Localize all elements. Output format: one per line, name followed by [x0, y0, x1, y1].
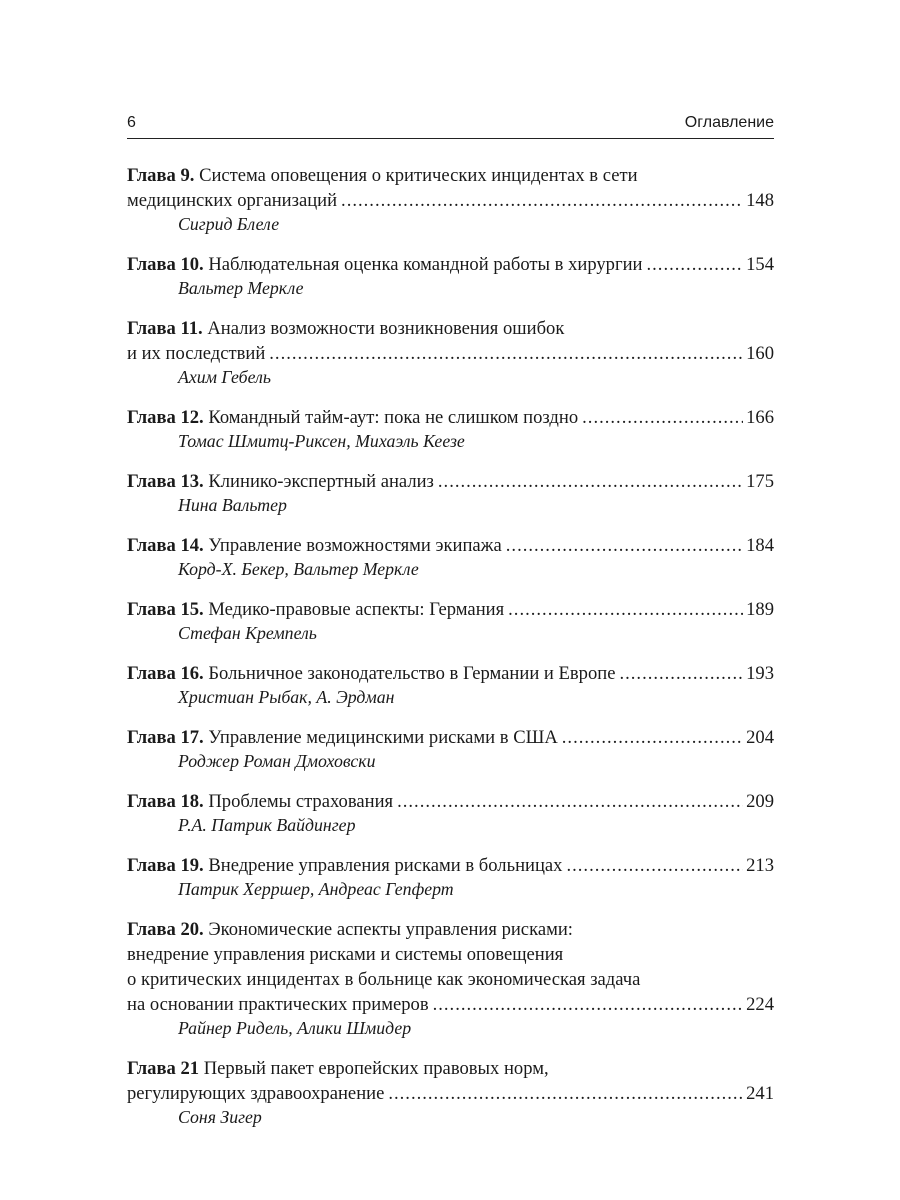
toc-entry-text: [127, 969, 640, 990]
toc-entry-line: [127, 188, 774, 213]
toc-entry-line: [127, 661, 774, 686]
toc-entry-text: [127, 992, 429, 1017]
chapter-label: Глава 9.: [127, 165, 195, 186]
chapter-title-line: Командный тайм-аут: пока не слишком поздно: [208, 407, 579, 428]
chapter-label: Глава 19.: [127, 855, 204, 876]
chapter-title-line: Больничное законодательство в Германии и Европе: [208, 663, 616, 684]
dot-leader: [508, 597, 743, 622]
running-header: [127, 114, 774, 132]
chapter-author: Томас Шмитц-Риксен, Михаэль Кеезе: [178, 431, 465, 451]
chapter-title-line: Внедрение управления рисками в больницах: [208, 855, 563, 876]
toc-entry-line: [127, 992, 774, 1017]
toc-entry-text: [127, 919, 573, 940]
chapter-page-number: 189: [746, 599, 774, 620]
chapter-title-line: Наблюдательная оценка командной работы в хирургии: [208, 254, 643, 275]
dot-leader: [341, 188, 743, 213]
toc-entry-text: [127, 165, 638, 186]
toc-entry-text: [127, 533, 502, 558]
chapter-title-line: на основании практических примеров: [127, 994, 429, 1015]
chapter-title-line: о критических инцидентах в больнице как экономическая задача: [127, 969, 641, 990]
chapter-title-line: Экономические аспекты управления рисками:: [208, 919, 573, 940]
toc-entry-text: [127, 341, 265, 366]
toc-entry-text: [127, 1081, 384, 1106]
toc-entry: [127, 725, 774, 773]
toc-entry-line: [127, 789, 774, 814]
dot-leader: [506, 533, 743, 558]
chapter-page-number: 209: [746, 791, 774, 812]
dot-leader: [566, 853, 743, 878]
toc-entry: [127, 252, 774, 300]
toc-entry-line: [127, 316, 774, 341]
header-rule: [127, 138, 774, 139]
toc-entry-text: [127, 188, 337, 213]
toc-entry: [127, 789, 774, 837]
chapter-title-line: регулирующих здравоохранение: [127, 1083, 385, 1104]
table-of-contents: [127, 163, 774, 1145]
toc-entry-line: [127, 917, 774, 942]
dot-leader: [562, 725, 743, 750]
section-title: Оглавление: [684, 114, 774, 131]
toc-entry-line: [127, 942, 774, 967]
toc-entry: [127, 917, 774, 1040]
dot-leader: [269, 341, 743, 366]
toc-entry-text: [127, 318, 564, 339]
page-number: 6: [127, 114, 136, 131]
toc-entry-line: [127, 405, 774, 430]
dot-leader: [619, 661, 743, 686]
toc-entry-line: [127, 1056, 774, 1081]
chapter-label: Глава 15.: [127, 599, 204, 620]
dot-leader: [433, 992, 744, 1017]
chapter-label: Глава 10.: [127, 254, 204, 275]
toc-entry-line: [127, 163, 774, 188]
chapter-page-number: 160: [746, 343, 774, 364]
chapter-author: Сигрид Блеле: [178, 214, 280, 234]
chapter-title-line: Медико-правовые аспекты: Германия: [208, 599, 505, 620]
chapter-title-line: и их последствий: [127, 343, 266, 364]
chapter-page-number: 154: [746, 254, 774, 275]
toc-entry: [127, 1056, 774, 1129]
chapter-label: Глава 21: [127, 1058, 200, 1079]
toc-entry: [127, 597, 774, 645]
toc-entry-line: [127, 341, 774, 366]
toc-entry-text: [127, 661, 615, 686]
toc-entry-text: [127, 944, 563, 965]
chapter-author: Вальтер Меркле: [178, 278, 304, 298]
chapter-title-line: медицинских организаций: [127, 190, 338, 211]
toc-entry-line: [127, 469, 774, 494]
toc-entry: [127, 316, 774, 389]
dot-leader: [438, 469, 743, 494]
chapter-title-line: Проблемы страхования: [208, 791, 394, 812]
chapter-page-number: 213: [746, 855, 774, 876]
chapter-page-number: 166: [746, 407, 774, 428]
dot-leader: [582, 405, 743, 430]
chapter-label: Глава 13.: [127, 471, 204, 492]
toc-entry-text: [127, 252, 643, 277]
chapter-label: Глава 12.: [127, 407, 204, 428]
chapter-label: Глава 16.: [127, 663, 204, 684]
chapter-author: Христиан Рыбак, А. Эрдман: [178, 687, 395, 707]
chapter-label: Глава 17.: [127, 727, 204, 748]
toc-entry-text: [127, 853, 562, 878]
toc-entry: [127, 163, 774, 236]
chapter-label: Глава 18.: [127, 791, 204, 812]
toc-entry-text: [127, 725, 558, 750]
toc-entry-line: [127, 853, 774, 878]
dot-leader: [388, 1081, 743, 1106]
toc-entry-line: [127, 1081, 774, 1106]
toc-entry-text: [127, 597, 504, 622]
toc-entry-line: [127, 597, 774, 622]
chapter-title-line: Анализ возможности возникновения ошибок: [207, 318, 565, 339]
toc-entry-line: [127, 967, 774, 992]
chapter-page-number: 204: [746, 727, 774, 748]
toc-entry-line: [127, 533, 774, 558]
chapter-author: Р.А. Патрик Вайдингер: [178, 815, 356, 835]
chapter-author: Патрик Херршер, Андреас Гепферт: [178, 879, 454, 899]
toc-entry: [127, 853, 774, 901]
chapter-title-line: Первый пакет европейских правовых норм,: [203, 1058, 549, 1079]
chapter-author: Соня Зигер: [178, 1107, 262, 1127]
chapter-page-number: 184: [746, 535, 774, 556]
chapter-author: Нина Вальтер: [178, 495, 287, 515]
chapter-title-line: Система оповещения о критических инцидентах в сети: [199, 165, 638, 186]
chapter-page-number: 148: [746, 190, 774, 211]
chapter-title-line: Управление медицинскими рисками в США: [208, 727, 558, 748]
toc-entry: [127, 405, 774, 453]
toc-entry-line: [127, 252, 774, 277]
toc-entry: [127, 661, 774, 709]
chapter-author: Стефан Кремпель: [178, 623, 317, 643]
chapter-title-line: Управление возможностями экипажа: [208, 535, 502, 556]
toc-entry: [127, 533, 774, 581]
chapter-page-number: 193: [746, 663, 774, 684]
toc-entry-text: [127, 469, 434, 494]
chapter-label: Глава 20.: [127, 919, 204, 940]
chapter-author: Ахим Гебель: [178, 367, 271, 387]
chapter-author: Роджер Роман Дмоховски: [178, 751, 376, 771]
dot-leader: [397, 789, 743, 814]
chapter-title-line: внедрение управления рисками и системы оповещения: [127, 944, 564, 965]
chapter-page-number: 224: [746, 994, 774, 1015]
chapter-author: Райнер Ридель, Алики Шмидер: [178, 1018, 412, 1038]
chapter-label: Глава 14.: [127, 535, 204, 556]
chapter-label: Глава 11.: [127, 318, 203, 339]
chapter-page-number: 241: [746, 1083, 774, 1104]
toc-entry-text: [127, 1058, 549, 1079]
chapter-author: Корд-Х. Бекер, Вальтер Меркле: [178, 559, 419, 579]
toc-entry: [127, 469, 774, 517]
toc-entry-line: [127, 725, 774, 750]
chapter-page-number: 175: [746, 471, 774, 492]
toc-entry-text: [127, 789, 393, 814]
dot-leader: [647, 252, 744, 277]
chapter-title-line: Клинико-экспертный анализ: [208, 471, 434, 492]
toc-entry-text: [127, 405, 578, 430]
